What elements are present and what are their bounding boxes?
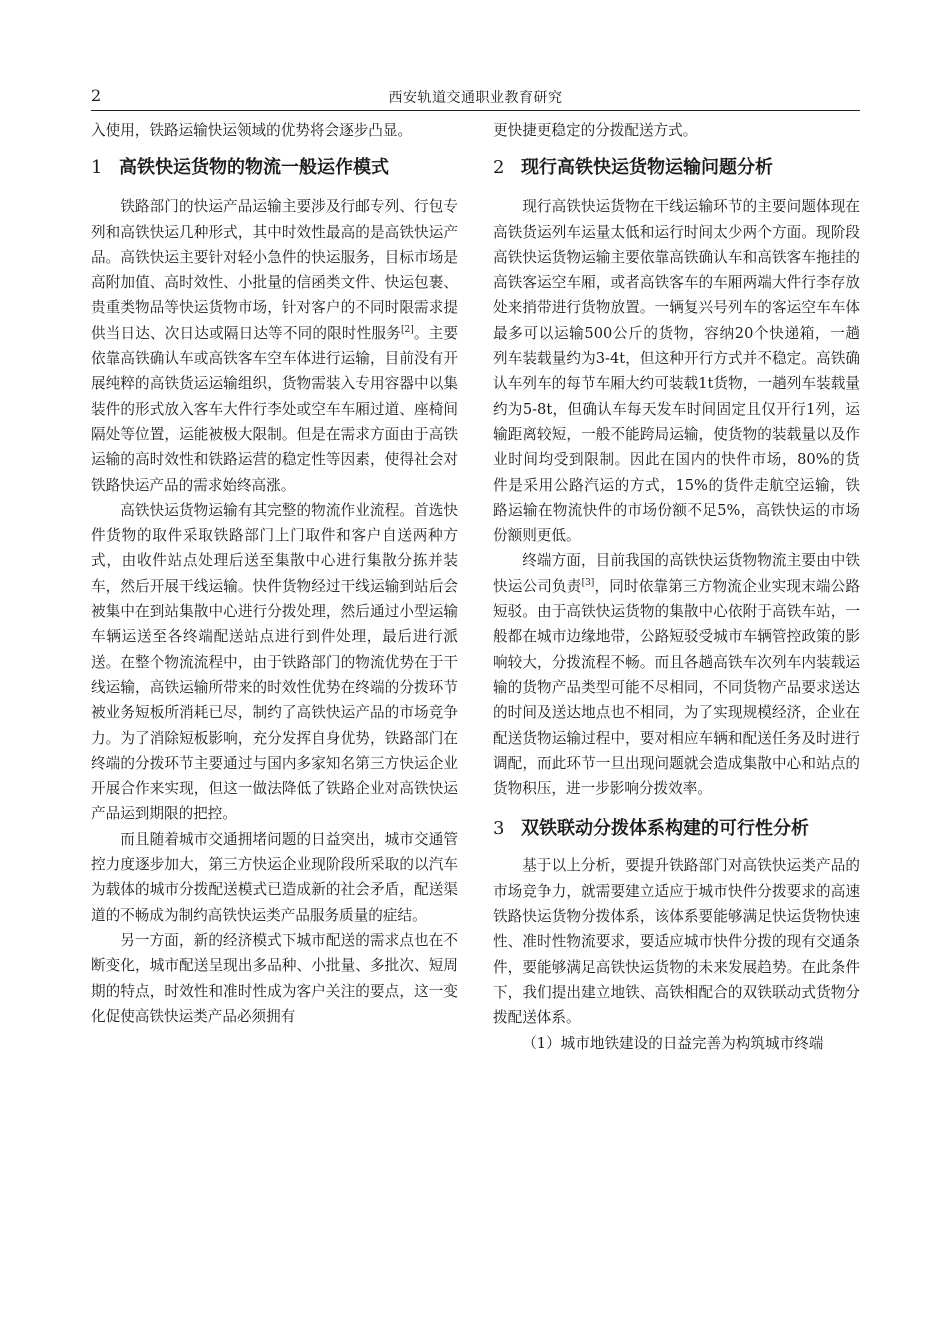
paragraph-text: ，同时依靠第三方物流企业实现末端公路短驳。由于高铁快运货物的集散中心依附于高铁车站，一般都在城市边缘地带，公路短驳受城市车辆管控政策的影响较大，分拨流程不畅。而且各趟高铁车次列车内装载运输的货物产品类型可能不尽相同，不同货物产品要求送达的时间及送达地点也不相同，为了实现规模经济，企业在配送货物运输过程中，要对相应车辆和配送任务及时进行调配，而此环节一旦出现问题就会造成集散中心和站点的货物积压，进一步影响分拨效率。 — [493, 577, 860, 798]
paragraph: 现行高铁快运货物在干线运输环节的主要问题体现在高铁货运列车运量太低和运行时间太少两个方面。现阶段高铁快运货物运输主要依靠高铁确认车和高铁客车拖挂的高铁客运空车厢，或者高铁客车的车厢两端大件行李存放处来捎带进行货物放置。一辆复兴号列车的客运空车车体最多可以运输500公斤的货物，容纳20个快递箱，一趟列车装载量约为3-4t，但这种开行方式并不稳定。高铁确认车列车的每节车厢大约可装载1t货物，一趟列车装载量约为5-8t，但确认车每天发车时间固定且仅开行1列，运输距离较短，一般不能跨局运输，使货物的装载量以及作业时间均受到限制。因此在国内的快件市场，80%的货件是采用公路汽运的方式，15%的货件走航空运输，铁路运输在物流快件的市场份额不足5%，高铁快运的市场份额则更低。 — [493, 198, 860, 545]
continuation-text: 入使用，铁路运输快运领域的优势将会逐步凸显。 — [91, 122, 413, 139]
page-number: 2 — [91, 86, 102, 105]
section-title: 双铁联动分拨体系构建的可行性分析 — [521, 818, 809, 840]
section-number: 1 — [91, 157, 103, 179]
paragraph: 基于以上分析，要提升铁路部门对高铁快运类产品的市场竞争力，就需要建立适应于城市快件分拨要求的高速铁路快运货物分拨体系，该体系要能够满足快运货物快速性、准时性物流要求，要适应城市快件分拨的现有交通条件，要能够满足高铁快运货物的未来发展趋势。在此条件下，我们提出建立地铁、高铁相配合的双铁联动式货物分拨配送体系。 — [493, 857, 860, 1027]
running-header — [91, 84, 860, 111]
left-column — [91, 118, 458, 1029]
section-number: 2 — [493, 157, 505, 179]
citation: [3] — [581, 577, 595, 588]
section-1-heading — [91, 155, 458, 181]
section-3-heading — [493, 816, 860, 842]
paragraph — [91, 194, 458, 498]
paragraph-text: 。主要依靠高铁确认车或高铁客车空车体进行运输，目前没有开展纯粹的高铁货运运输组织，货物需装入专用容器中以集装件的形式放入客车大件行李处或空车车厢过道、座椅间隔处等位置，运能被极大限制。但是在需求方面由于高铁运输的高时效性和铁路运营的稳定性等因素，使得社会对铁路快运产品的需求始终高涨。 — [91, 324, 458, 494]
section-title: 高铁快运货物的物流一般运作模式 — [119, 157, 389, 179]
section-number: 3 — [493, 818, 505, 840]
paragraph — [493, 548, 860, 801]
paragraph: 高铁快运货物运输有其完整的物流作业流程。首选快件货物的取件采取铁路部门上门取件和客户自送两种方式，由收件站点处理后送至集散中心进行集散分拣并装车，然后开展干线运输。快件货物经过干线运输到站后会被集中在到站集散中心进行分拨处理，然后通过小型运输车辆运送至各终端配送站点进行到件处理，最后进行派送。在整个物流流程中，由于铁路部门的物流优势在于干线运输，高铁运输所带来的时效性优势在终端的分拨环节被业务短板所消耗已尽，制约了高铁快运产品的市场竞争力。为了消除短板影响，充分发挥自身优势，铁路部门在终端的分拨环节主要通过与国内多家知名第三方快运企业开展合作来实现，但这一做法降低了铁路企业对高铁快运产品运到期限的把控。 — [91, 501, 458, 823]
continuation-text: 更快捷更稳定的分拨配送方式。 — [493, 122, 698, 139]
paragraph: 另一方面，新的经济模式下城市配送的需求点也在不断变化，城市配送呈现出多品种、小批量、多批次、短周期的特点，时效性和准时性成为客户关注的要点，这一变化促使高铁快运类产品必须拥有 — [91, 931, 458, 1025]
section-2-heading — [493, 155, 860, 181]
section-title: 现行高铁快运货物运输问题分析 — [521, 157, 773, 179]
paragraph-text: 终端方面，目前我国的高铁快运货物物流主要由中铁快运公司负责 — [493, 552, 860, 595]
paragraph: （1）城市地铁建设的日益完善为构筑城市终端 — [522, 1034, 824, 1052]
right-column — [493, 118, 860, 1056]
citation: [2] — [400, 324, 414, 335]
paragraph-text: 铁路部门的快运产品运输主要涉及行邮专列、行包专列和高铁快运几种形式，其中时效性最高的是高铁快运产品。高铁快运主要针对轻小急件的快运服务，目标市场是高附加值、高时效性、小批量的信函类文件、快运包裹、贵重类物品等快运货物市场，针对客户的不同时限需求提供当日达、次日达或隔日达等不同的限时性服务 — [91, 198, 458, 342]
journal-title: 西安轨道交通职业教育研究 — [388, 90, 563, 106]
paragraph: 而且随着城市交通拥堵问题的日益突出，城市交通管控力度逐步加大，第三方快运企业现阶段所采取的以汽车为载体的城市分拨配送模式已造成新的社会矛盾，配送渠道的不畅成为制约高铁快运类产品服务质量的症结。 — [91, 830, 458, 924]
